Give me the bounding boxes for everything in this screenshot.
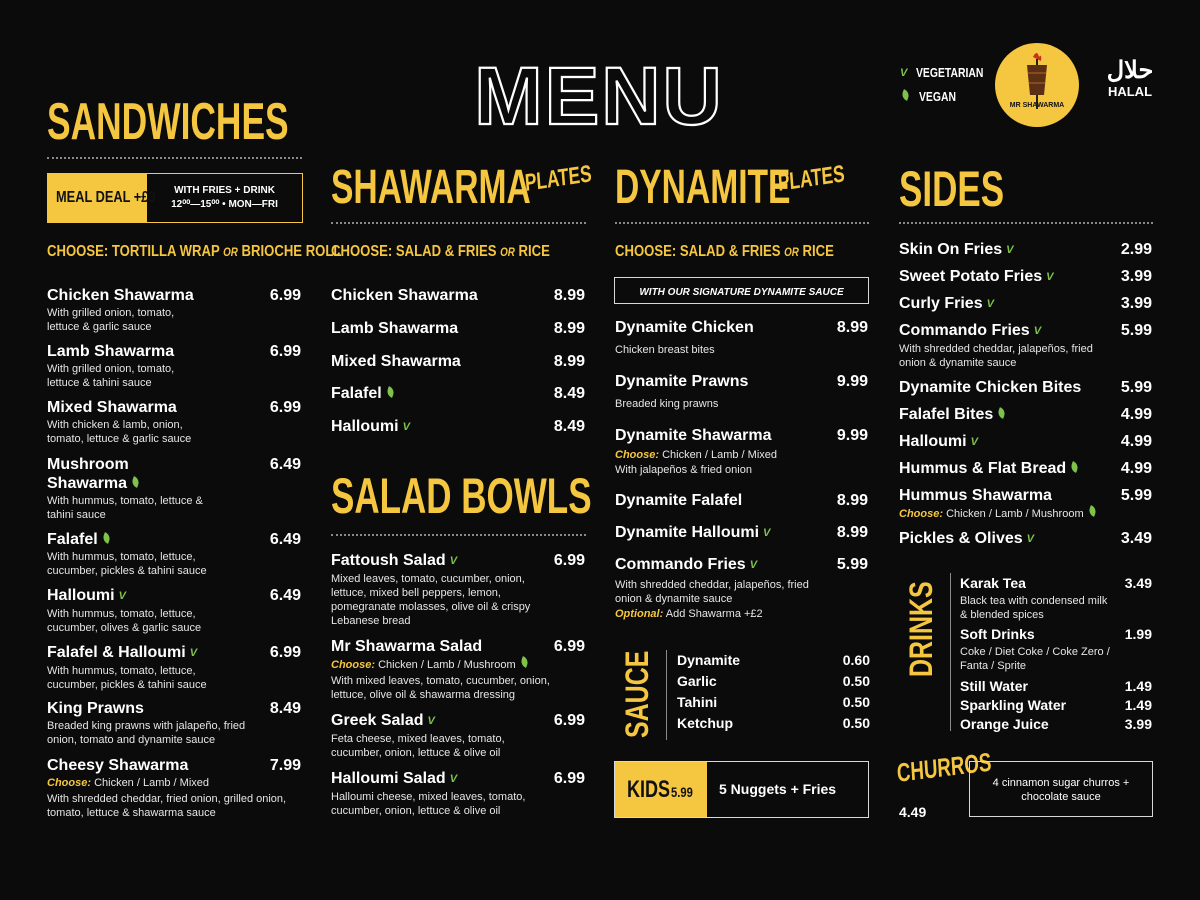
item-desc: Breaded king prawns with jalapeño, fried onion, tomato and dynamite sauce [47,720,246,746]
vegetarian-icon: V [1046,271,1054,283]
item-name: Curly Fries [899,295,983,312]
item-name: Dynamite Halloumi [615,524,760,541]
item-optional: Optional: [615,608,664,620]
meal-deal-line1: WITH FRIES + DRINK [174,185,275,196]
menu-item [331,384,585,403]
signature-text: WITH OUR SIGNATURE DYNAMITE SAUCE [639,287,844,298]
item-price: 6.99 [553,638,585,655]
item-choose: Choose: [331,659,375,671]
vegan-leaf-icon [101,532,111,544]
sauce-row [677,714,870,735]
item-name: Mixed Shawarma [47,399,177,416]
vegetarian-icon: V [763,527,771,539]
item-name: Karak Tea [960,575,1026,591]
brand-logo [995,43,1079,127]
vegetarian-icon: V [1026,533,1034,545]
item-desc: Black tea with condensed milk & blended spices [960,595,1108,621]
item-desc: With shredded cheddar, fried onion, grilled onion, tomato, lettuce & shawarma sauce [47,793,287,819]
item-desc: With hummus, tomato, lettuce, cucumber, olives & garlic sauce [47,608,202,634]
menu-item [960,625,1152,673]
item-desc: With chicken & lamb, onion, tomato, lettuce & garlic sauce [47,419,192,445]
sauce-row [677,672,870,693]
vegetarian-icon: V [986,298,994,310]
item-choose: Choose: [47,777,91,789]
item-price: 2.99 [1120,241,1152,258]
or-text: OR [500,245,515,259]
item-price: 8.99 [553,320,585,337]
item-name: Halloumi [47,587,115,604]
menu-item [331,637,585,702]
dynamite-plates-subheading: PLATES [777,160,846,197]
vegan-leaf-icon [1070,461,1080,473]
item-desc: With grilled onion, tomato, lettuce & tahini sauce [47,363,175,389]
item-desc: Coke / Diet Coke / Coke Zero / Fanta / Sprite [960,646,1110,672]
menu-item [899,459,1152,478]
item-desc: With hummus, tomato, lettuce, cucumber, pickles & tahini sauce [47,665,207,691]
item-price: 6.99 [553,712,585,729]
item-desc: Mixed leaves, tomato, cucumber, onion, lettuce, mixed bell peppers, lemon, pomegranate molasses, olive oil & crispy Lebanese bread [331,573,531,627]
item-name: Mixed Shawarma [331,353,461,370]
item-name: Dynamite Prawns [615,373,749,390]
item-price: 6.99 [269,343,301,360]
menu-item [47,455,301,522]
menu-item [899,405,1152,424]
item-price: 6.49 [269,587,301,604]
menu-item [899,321,1152,370]
vegetarian-icon: V [118,590,126,602]
meal-deal-box [47,173,303,223]
vegetarian-icon: V [1006,244,1014,256]
sides-divider [899,222,1153,224]
item-name: Cheesy Shawarma [47,757,189,774]
shawarma-plates-subheading: PLATES [524,160,593,197]
item-price: 9.99 [836,427,868,444]
item-name: Mushroom Shawarma [47,456,129,492]
menu-item [960,715,1152,734]
menu-item [899,378,1152,397]
item-name: Lamb Shawarma [47,343,175,360]
price-text: 0.50 [842,715,870,731]
menu-item [899,529,1152,549]
item-price: 5.99 [1120,487,1152,504]
item-price: 4.99 [1120,433,1152,450]
sauce-row [677,693,870,714]
or-text: OR [784,245,799,259]
item-name: Dynamite Falafel [615,492,743,509]
item-name: Falafel [47,531,98,548]
menu-item [960,677,1152,696]
sauce-row [677,651,870,672]
price-text: 0.50 [842,694,870,710]
menu-item [331,551,585,628]
item-price: 5.99 [836,556,868,573]
item-price: 8.99 [553,287,585,304]
b-text: RICE [514,243,550,260]
shawarma-plates-choose [331,243,598,261]
item-options: Chicken / Lamb / Mixed [662,449,777,461]
a-text: CHOOSE: SALAD & FRIES [331,243,501,260]
heading-text: SHAWARMA [331,161,531,214]
vegan-leaf-icon [519,656,529,668]
halal-arabic: حلال [1106,57,1154,84]
menu-item [47,286,301,334]
vegan-leaf-icon [131,476,141,488]
menu-item [899,267,1152,287]
item-price: 9.99 [836,373,868,390]
item-price: 4.99 [1120,460,1152,477]
a-text: CHOOSE: TORTILLA WRAP [47,243,224,260]
menu-item [960,696,1152,715]
kids-box [614,761,869,818]
item-name: King Prawns [47,700,144,717]
churros-desc: 4 cinnamon sugar churros + chocolate sauce [992,777,1130,803]
item-name: Commando Fries [899,322,1030,339]
vegan-leaf-icon [1087,505,1097,517]
item-name: Still Water [960,678,1028,694]
item-desc: With grilled onion, tomato, lettuce & garlic sauce [47,307,175,333]
kids-label: KIDS [627,776,671,803]
item-price: 6.49 [269,456,301,473]
item-price: 1.49 [1124,678,1152,694]
menu-item [47,398,301,446]
legend-vegan: VEGAN [919,89,957,104]
menu-item [899,486,1152,521]
menu-item [615,491,868,510]
salad-bowls-divider [331,534,586,536]
item-price: 6.99 [269,399,301,416]
menu-item [899,432,1152,452]
vegetarian-icon: V [402,421,410,433]
item-price: 3.49 [1120,530,1152,547]
menu-item [331,417,585,437]
sandwiches-heading: SANDWICHES [47,93,289,151]
menu-item [47,643,301,692]
item-name: Hummus & Flat Bread [899,460,1067,477]
item-desc: With hummus, tomato, lettuce, cucumber, pickles & tahini sauce [47,551,207,577]
item-price: 8.99 [836,524,868,541]
item-name: Fattoush Salad [331,552,446,569]
item-options: Chicken / Lamb / Mixed [94,777,209,789]
menu-item [331,711,585,760]
logo-text: MR SHAWARMA [1009,102,1065,109]
menu-item [615,318,868,357]
item-name: Halloumi Salad [331,770,446,787]
item-desc: Feta cheese, mixed leaves, tomato, cucumber, onion, lettuce & olive oil [331,733,505,759]
item-price: 6.49 [269,531,301,548]
menu-item [615,555,868,621]
menu-item [331,769,585,818]
shawarma-spit-icon [995,43,1079,127]
item-price: 3.49 [1124,575,1152,591]
item-name: Dynamite Chicken [615,319,754,336]
meal-deal-line2: 12⁰⁰—15⁰⁰ • MON—FRI [171,199,278,210]
menu-item [47,699,301,747]
menu-item [47,342,301,390]
item-name: Mr Shawarma Salad [331,638,483,655]
item-choose: Choose: [899,508,943,520]
item-name: Commando Fries [615,556,746,573]
menu-title [428,58,770,137]
item-price: 3.99 [1120,295,1152,312]
item-name: Orange Juice [960,716,1049,732]
item-price: 6.99 [269,644,301,661]
item-price: 1.99 [1124,626,1152,642]
item-price: 6.99 [269,287,301,304]
b-text: RICE [798,243,834,260]
dynamite-plates-divider [615,222,869,224]
item-price: 8.99 [836,319,868,336]
item-name: Lamb Shawarma [331,320,459,337]
menu-item [47,586,301,635]
sauce-list [677,651,870,735]
item-name: Dynamite Chicken Bites [899,379,1082,396]
item-name: Soft Drinks [960,626,1035,642]
shawarma-plates-divider [331,222,586,224]
menu-item [899,240,1152,260]
vegan-leaf-icon [901,89,911,101]
menu-item [331,319,585,338]
kids-price: 5.99 [671,784,693,800]
signature-sauce-box [614,277,869,304]
item-price: 3.99 [1120,268,1152,285]
item-name: Hummus Shawarma [899,487,1052,504]
item-price: 1.49 [1124,697,1152,713]
item-name: Halloumi [331,418,399,435]
item-options: Chicken / Lamb / Mushroom [378,659,516,671]
name-text: Ketchup [677,715,733,731]
menu-item [615,372,868,411]
item-price: 8.99 [836,492,868,509]
vegetarian-icon: V [427,715,435,727]
menu-item [899,294,1152,314]
name-text: Tahini [677,694,718,710]
item-price: 5.99 [1120,322,1152,339]
vegetarian-icon: V [189,647,198,659]
item-price: 7.99 [269,757,301,774]
item-name: Falafel [331,385,382,402]
b-text: BRIOCHE ROLL [237,243,342,260]
vegan-leaf-icon [997,407,1007,419]
halal-label: HALAL [1107,84,1153,99]
item-name: Halloumi [899,433,967,450]
item-desc: With shredded cheddar, jalapeños, fried onion & dynamite sauce [899,343,1093,369]
title-text: MENU [474,58,724,132]
dynamite-plates-choose [615,243,882,261]
item-desc: With jalapeños & fried onion [615,464,752,476]
menu-item [615,426,868,477]
sauce-heading [615,650,663,740]
vegetarian-icon: V [1033,325,1042,337]
item-name: Sparkling Water [960,697,1067,713]
item-choose: Choose: [615,449,659,461]
heading-text: DRINKS [903,581,939,677]
dietary-legend: V VEGETARIAN VEGAN [900,65,984,104]
name-text: Garlic [677,673,717,689]
item-name: Chicken Shawarma [331,287,478,304]
item-options: Chicken / Lamb / Mushroom [946,508,1084,520]
vegan-leaf-icon [385,386,395,398]
item-desc: With hummus, tomato, lettuce & tahini sauce [47,495,203,521]
item-price: 8.49 [553,385,585,402]
item-price: 6.99 [553,770,585,787]
churros-box [969,761,1153,817]
menu-title-outline [428,58,770,132]
kids-text: 5 Nuggets + Fries [719,781,837,797]
drinks-heading [899,573,947,678]
menu-item [331,286,585,305]
item-name: Falafel & Halloumi [47,644,186,661]
menu-item [47,756,301,820]
salad-bowls-heading: SALAD BOWLS [331,468,592,524]
item-price: 3.99 [1124,716,1152,732]
name-text: Dynamite [677,652,741,668]
item-name: Chicken Shawarma [47,287,194,304]
item-desc: Breaded king prawns [615,398,719,410]
price-text: 0.50 [842,673,870,689]
a-text: CHOOSE: SALAD & FRIES [615,243,785,260]
menu-item [615,523,868,543]
menu-item [331,352,585,371]
vegetarian-icon: V [749,559,758,571]
sauce-divider [666,650,667,740]
item-desc: With shredded cheddar, jalapeños, fried onion & dynamite sauce [615,579,809,605]
churros-heading: CHURROS [896,746,993,788]
item-price: 5.99 [1120,379,1152,396]
item-desc: Halloumi cheese, mixed leaves, tomato, cucumber, onion, lettuce & olive oil [331,791,526,817]
or-text: OR [223,245,238,259]
menu-item [47,530,301,578]
item-name: Dynamite Shawarma [615,427,772,444]
item-name: Falafel Bites [899,406,994,423]
item-name: Sweet Potato Fries [899,268,1043,285]
vegetarian-icon: V [449,555,458,567]
price-text: 0.60 [842,652,870,668]
meal-deal-label: MEAL DEAL +£3 [56,189,156,206]
item-desc: Chicken breast bites [615,344,715,356]
legend-vegetarian: VEGETARIAN [915,65,984,80]
vegetarian-icon: V [970,436,978,448]
item-desc: With mixed leaves, tomato, cucumber, onion, lettuce, olive oil & shawarma dressing [331,675,550,701]
sandwiches-divider [47,157,302,159]
menu-item [960,574,1152,622]
item-optional-text: Add Shawarma +£2 [665,608,763,620]
churros-price: 4.49 [899,804,927,820]
sides-heading: SIDES [899,161,1005,217]
halal-badge [1100,58,1160,99]
heading-text: DYNAMITE [615,161,791,214]
item-price: 4.99 [1120,406,1152,423]
item-price: 8.49 [269,700,301,717]
item-price: 8.49 [553,418,585,435]
item-price: 8.99 [553,353,585,370]
heading-text: SAUCE [619,650,655,738]
item-name: Greek Salad [331,712,424,729]
item-price: 6.99 [553,552,585,569]
vegetarian-icon: V [449,773,458,785]
drinks-divider [950,573,951,731]
item-name: Pickles & Olives [899,530,1023,547]
item-name: Skin On Fries [899,241,1003,258]
